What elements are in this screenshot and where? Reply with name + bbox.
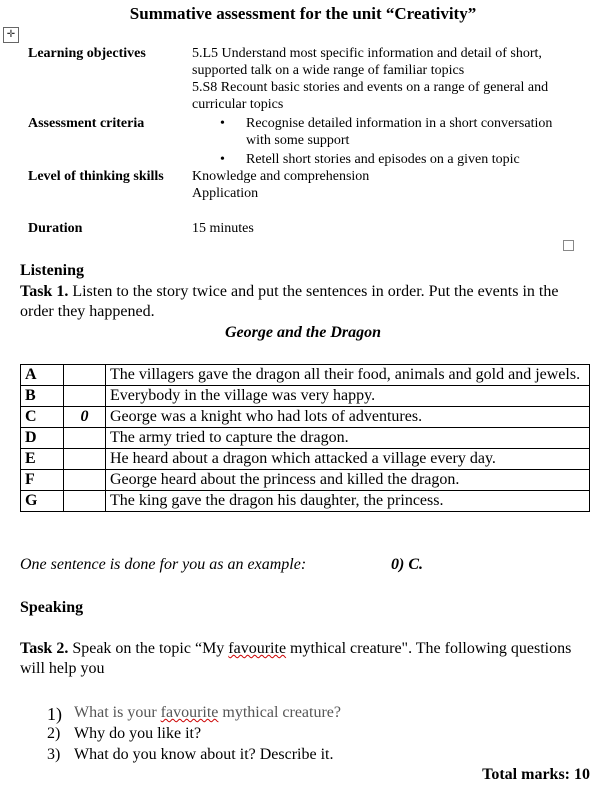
- criterion-2: • Retell short stories and episodes on a given topic: [246, 151, 572, 168]
- row-sentence: Everybody in the village was very happy.: [106, 386, 590, 407]
- duration-value: 15 minutes: [192, 221, 254, 236]
- question-1-favourite-word: favourite: [160, 704, 219, 721]
- task1-label: Task 1.: [20, 283, 69, 300]
- question-1: [20, 704, 580, 725]
- row-letter: C: [21, 407, 64, 428]
- question-1-pre: What is your: [74, 704, 161, 721]
- row-letter: D: [21, 428, 64, 449]
- table-row: [21, 491, 590, 512]
- task2-text-2: mythical creature". The following questions will help you: [20, 640, 572, 677]
- task1-instructions: [20, 282, 595, 322]
- assessment-criteria-value: [192, 115, 572, 168]
- row-sentence: The villagers gave the dragon all their food, animals and gold and jewels.: [106, 365, 590, 386]
- row-answer-cell[interactable]: [64, 491, 106, 512]
- question-2-number: 2): [47, 725, 61, 742]
- page-title: Summative assessment for the unit “Creativity”: [129, 4, 477, 23]
- row-sentence: George heard about the princess and killed the dragon.: [106, 470, 590, 491]
- task2-favourite-word: favourite: [228, 640, 287, 657]
- row-sentence: George was a knight who had lots of adventures.: [106, 407, 590, 428]
- table-row: [21, 365, 590, 386]
- learning-objective-1: 5.L5 Understand most specific information and detail of short, supported talk on a wide range of familiar topics: [192, 46, 542, 78]
- row-letter: B: [21, 386, 64, 407]
- table-row: [21, 470, 590, 491]
- total-marks: Total marks: 10: [482, 766, 590, 783]
- question-1-number: 1): [47, 704, 62, 724]
- table-row: [21, 386, 590, 407]
- question-1-post: mythical creature?: [218, 704, 341, 721]
- table-row: [21, 428, 590, 449]
- assessment-criteria-label: Assessment criteria: [28, 116, 145, 131]
- events-table: [20, 364, 590, 512]
- table-row: [21, 407, 590, 428]
- row-answer-cell[interactable]: [64, 365, 106, 386]
- row-answer-cell[interactable]: [64, 428, 106, 449]
- question-2: [20, 725, 580, 746]
- row-sentence: The king gave the dragon his daughter, the princess.: [106, 491, 590, 512]
- row-sentence: The army tried to capture the dragon.: [106, 428, 590, 449]
- thinking-skill-2: Application: [192, 186, 259, 201]
- question-3: [20, 746, 580, 767]
- table-resize-handle[interactable]: [563, 240, 574, 251]
- row-letter: F: [21, 470, 64, 491]
- row-answer-cell[interactable]: [64, 470, 106, 491]
- learning-objectives-value: [192, 45, 572, 113]
- question-3-number: 3): [47, 746, 61, 763]
- example-text: One sentence is done for you as an example:: [20, 556, 307, 573]
- task1-text: Listen to the story twice and put the sentences in order. Put the events in the order they happened.: [20, 283, 559, 320]
- thinking-skills-value: [192, 168, 572, 202]
- question-3-text: What do you know about it? Describe it.: [74, 746, 334, 763]
- row-answer-cell[interactable]: [64, 449, 106, 470]
- task2-instructions: [20, 639, 595, 679]
- table-row: [21, 449, 590, 470]
- task2-label: Task 2.: [20, 640, 69, 657]
- questions-list: [20, 704, 580, 767]
- learning-objectives-label: Learning objectives: [28, 46, 146, 61]
- task2-text-1: Speak on the topic “My: [68, 640, 229, 657]
- listening-heading: Listening: [20, 262, 85, 279]
- row-sentence: He heard about a dragon which attacked a village every day.: [106, 449, 590, 470]
- speaking-heading: Speaking: [20, 599, 84, 616]
- table-move-handle-icon[interactable]: ✛: [3, 27, 19, 43]
- duration-label: Duration: [28, 221, 83, 236]
- learning-objective-2: 5.S8 Recount basic stories and events on a range of general and curricular topics: [192, 80, 549, 112]
- example-answer: 0) C.: [391, 556, 423, 573]
- row-letter: A: [21, 365, 64, 386]
- thinking-skills-label: Level of thinking skills: [28, 169, 164, 184]
- row-answer-cell[interactable]: [64, 386, 106, 407]
- story-title: George and the Dragon: [224, 324, 381, 341]
- thinking-skill-1: Knowledge and comprehension: [192, 169, 370, 184]
- row-letter: E: [21, 449, 64, 470]
- row-letter: G: [21, 491, 64, 512]
- row-answer-cell[interactable]: 0: [64, 407, 106, 428]
- criterion-1: • Recognise detailed information in a short conversation with some support: [246, 115, 572, 149]
- question-2-text: Why do you like it?: [74, 725, 202, 742]
